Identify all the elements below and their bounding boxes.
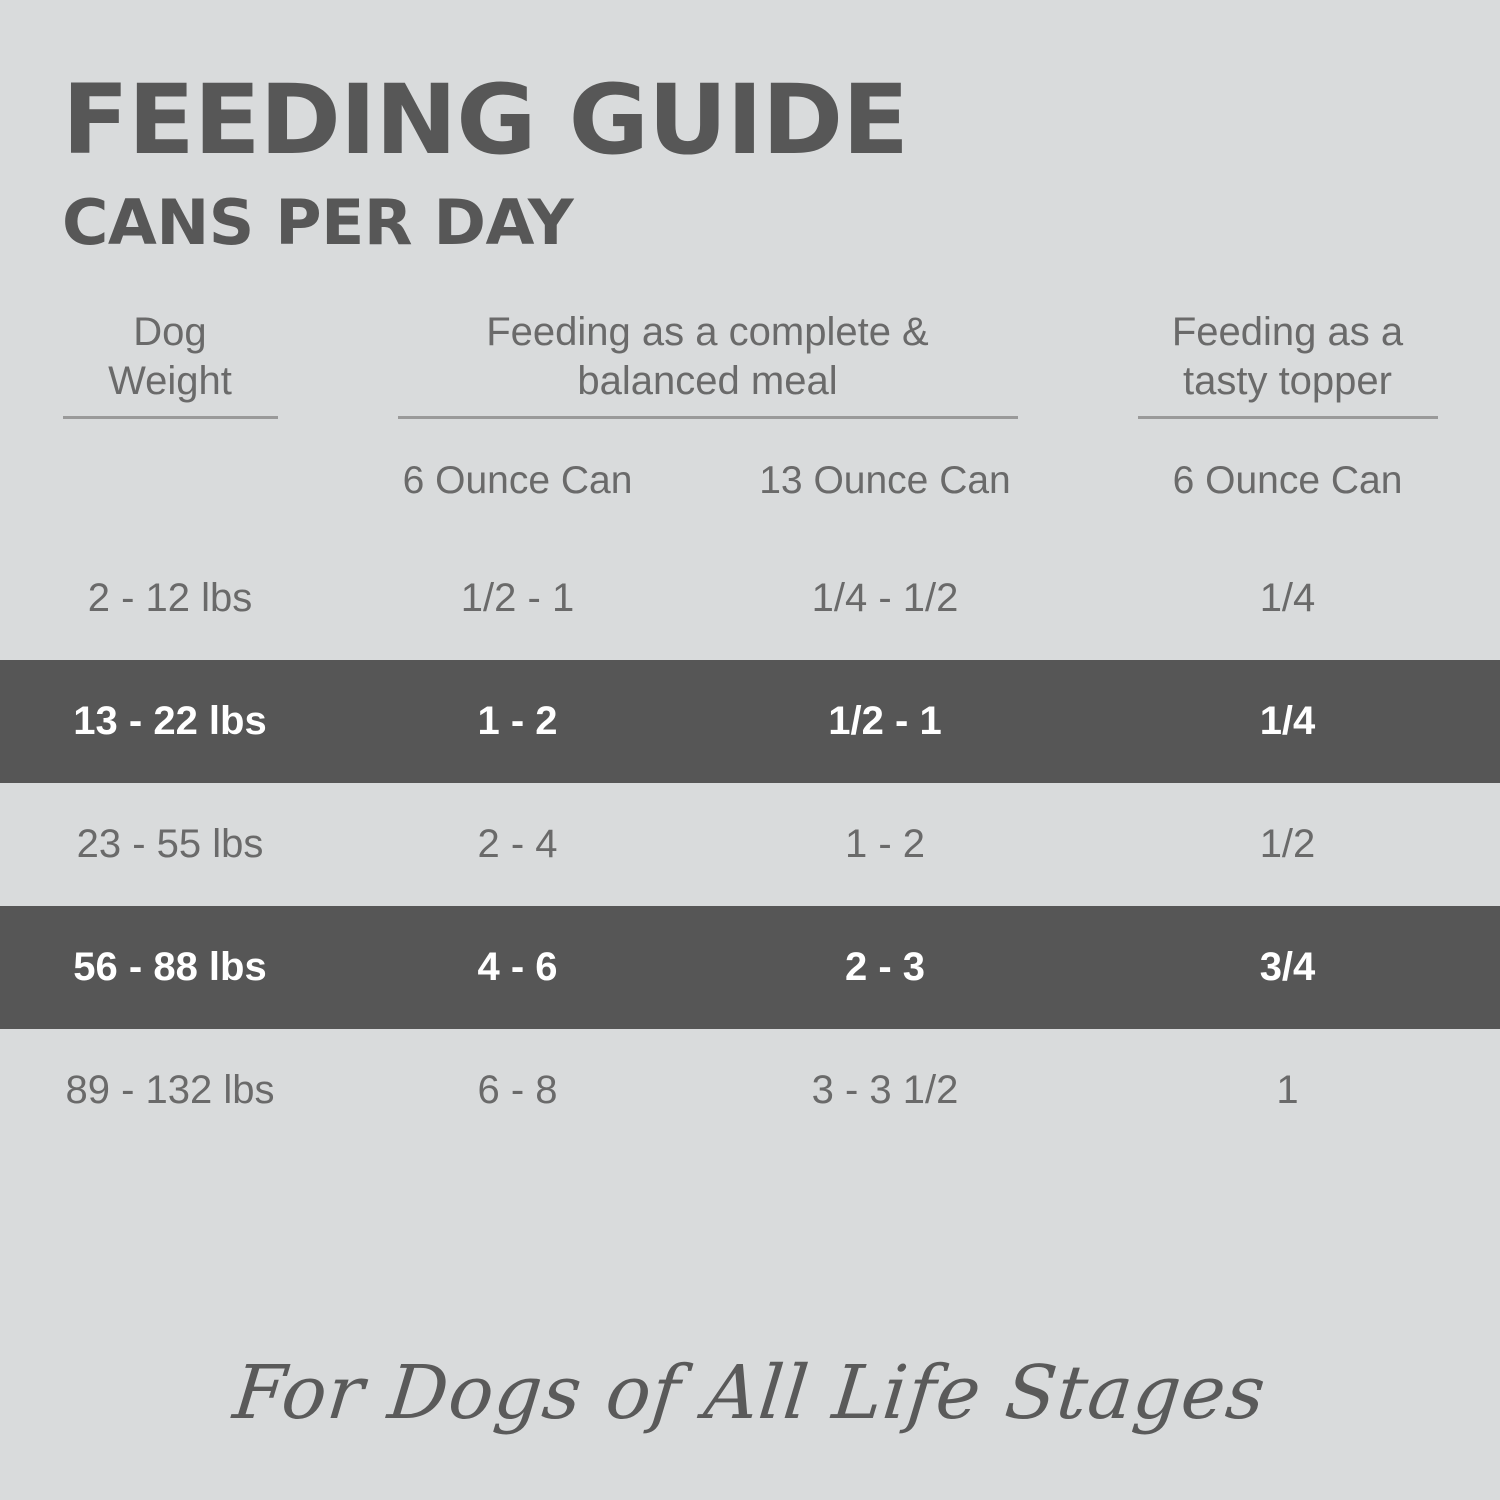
subheader-topper-6oz-label: 6 Ounce Can [1172, 458, 1403, 502]
subheader-meal-6oz-label: 6 Ounce Can [402, 458, 633, 502]
group-header-topper-rule [1138, 416, 1438, 419]
table-row [0, 537, 1500, 660]
cell-meal-13oz: 3 - 3 1/2 [811, 1067, 959, 1112]
cell-meal-6oz: 4 - 6 [477, 944, 558, 989]
cell-weight: 56 - 88 lbs [73, 944, 267, 989]
cell-meal-6oz: 6 - 8 [477, 1067, 558, 1112]
header-block [0, 0, 1500, 259]
group-header-meal-label: Feeding as a complete & balanced meal [486, 310, 929, 403]
subheader-topper-6oz [1075, 459, 1500, 503]
cell-meal-6oz: 1 - 2 [477, 698, 558, 743]
table-group-header-row [0, 302, 1500, 419]
table-row [0, 783, 1500, 906]
cell-topper-6oz: 1/2 [1259, 821, 1316, 866]
subheader-meal-6oz [340, 459, 695, 503]
cell-weight: 89 - 132 lbs [65, 1067, 275, 1112]
cell-weight: 2 - 12 lbs [87, 575, 253, 620]
group-header-topper-label: Feeding as a tasty topper [1171, 310, 1404, 403]
table-row [0, 906, 1500, 1029]
subheader-meal-13oz [695, 459, 1075, 503]
cell-meal-13oz: 1/4 - 1/2 [811, 575, 959, 620]
table-row [0, 1029, 1500, 1152]
cell-meal-13oz: 1/2 - 1 [828, 698, 942, 743]
group-header-weight [0, 308, 340, 419]
footer [0, 1350, 1500, 1436]
group-header-meal-rule [398, 416, 1018, 419]
footer-tagline: For Dogs of All Life Stages [229, 1350, 1271, 1436]
cell-weight: 23 - 55 lbs [76, 821, 264, 866]
page-title: FEEDING GUIDE [62, 64, 909, 176]
table-row [0, 660, 1500, 783]
subheader-meal-13oz-label: 13 Ounce Can [759, 458, 1011, 502]
cell-topper-6oz: 1/4 [1259, 698, 1316, 743]
group-header-meal [340, 308, 1075, 419]
table-subheader-row [0, 459, 1500, 503]
cell-meal-13oz: 2 - 3 [844, 944, 926, 989]
cell-meal-13oz: 1 - 2 [844, 821, 926, 866]
cell-weight: 13 - 22 lbs [73, 698, 267, 743]
cell-meal-6oz: 2 - 4 [477, 821, 558, 866]
group-header-weight-rule [63, 416, 278, 419]
cell-topper-6oz: 1/4 [1259, 575, 1316, 620]
cell-meal-6oz: 1/2 - 1 [460, 575, 575, 620]
group-header-weight-label: Dog Weight [108, 310, 232, 403]
feeding-table [0, 302, 1500, 1152]
cell-topper-6oz: 1 [1276, 1067, 1299, 1112]
cell-topper-6oz: 3/4 [1259, 944, 1316, 989]
page-subtitle: CANS PER DAY [62, 186, 574, 259]
group-header-topper [1075, 308, 1500, 419]
